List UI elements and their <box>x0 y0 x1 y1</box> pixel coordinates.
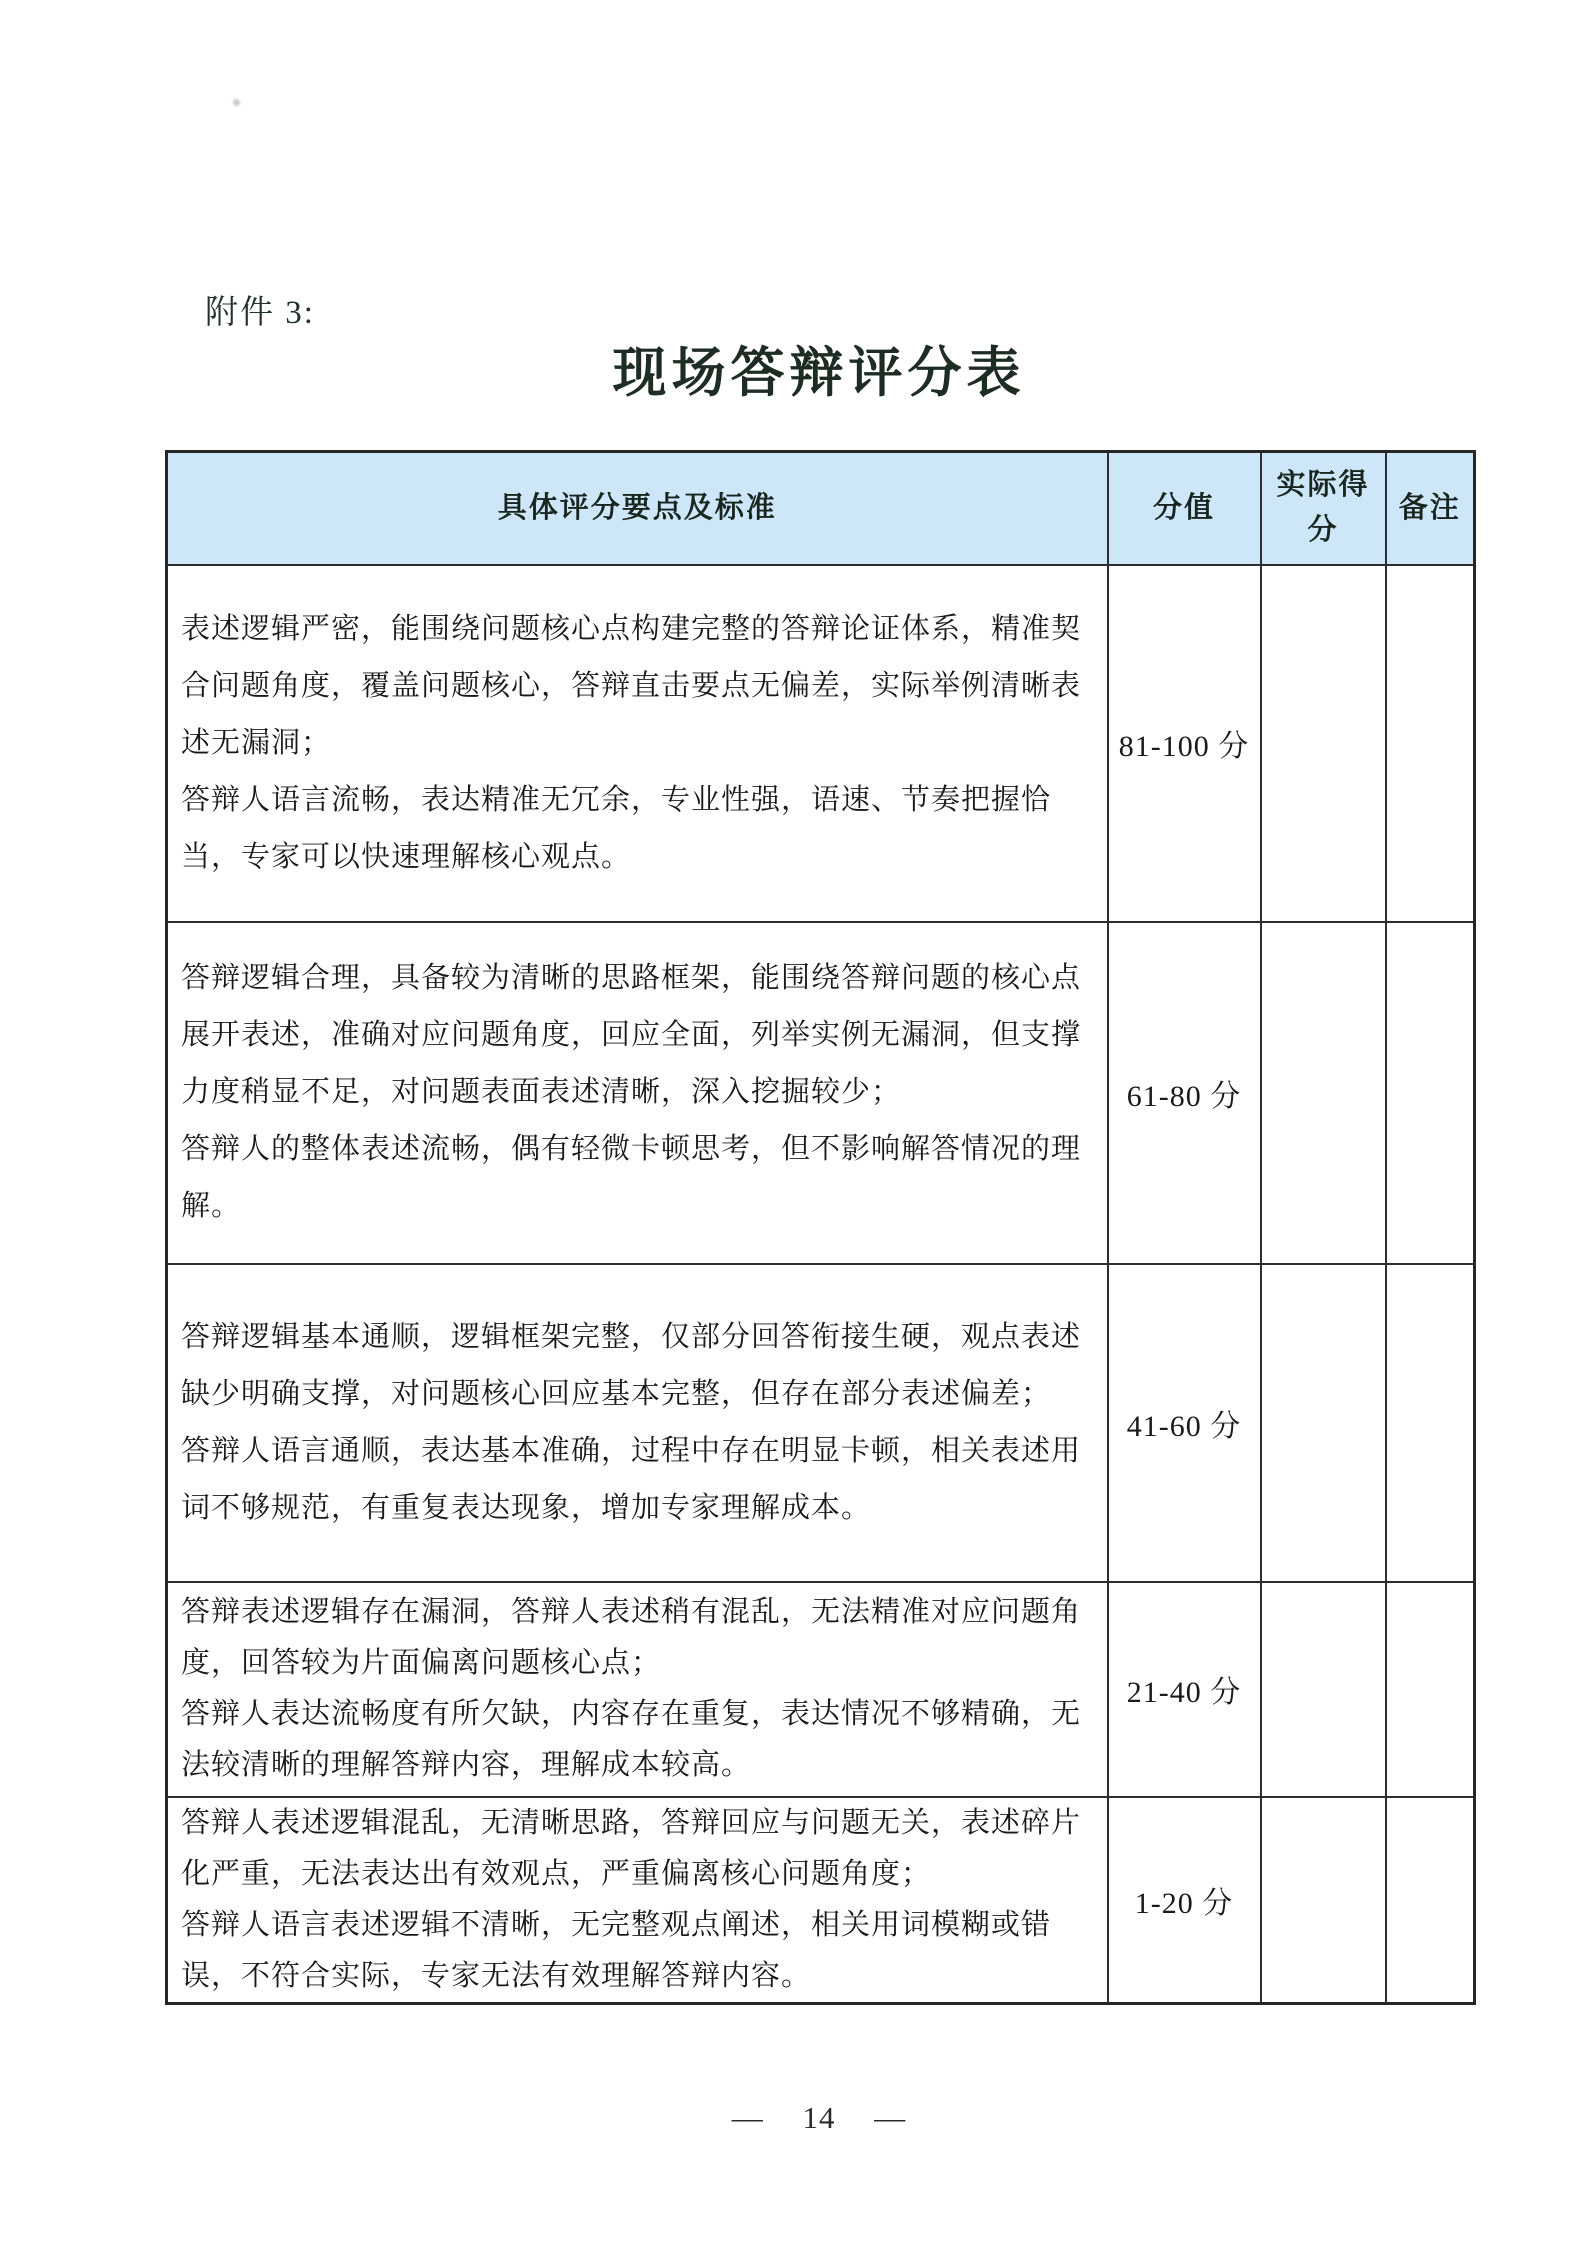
remarks-cell <box>1386 565 1475 922</box>
header-remarks: 备注 <box>1386 452 1475 565</box>
criteria-cell <box>167 922 1108 1264</box>
scoring-table <box>165 450 1476 2005</box>
actual-score-cell <box>1261 1264 1386 1582</box>
criteria-paragraph: 答辩人的整体表述流畅，偶有轻微卡顿思考，但不影响解答情况的理解。 <box>181 1133 1082 1222</box>
table-row <box>167 922 1475 1264</box>
criteria-paragraph: 答辩人语言表述逻辑不清晰，无完整观点阐述，相关用词模糊或错误，不符合实际，专家无法有效理解答辩内容。 <box>181 1908 1052 1992</box>
criteria-paragraph: 答辩表述逻辑存在漏洞，答辩人表述稍有混乱，无法精准对应问题角度，回答较为片面偏离问题核心点； <box>181 1596 1082 1679</box>
actual-score-cell <box>1261 1797 1386 2004</box>
scan-artifact-dot <box>233 99 240 106</box>
criteria-cell <box>167 1582 1108 1797</box>
remarks-cell <box>1386 922 1475 1264</box>
header-score-range: 分值 <box>1108 452 1261 565</box>
criteria-cell <box>167 1797 1108 2004</box>
criteria-paragraph: 答辩人表述逻辑混乱，无清晰思路，答辩回应与问题无关，表述碎片化严重，无法表达出有效观点，严重偏离核心问题角度； <box>181 1806 1082 1890</box>
table-row <box>167 1264 1475 1582</box>
criteria-paragraph: 答辩人表达流畅度有所欠缺，内容存在重复，表达情况不够精确，无法较清晰的理解答辩内容，理解成本较高。 <box>181 1698 1082 1781</box>
page-title: 现场答辩评分表 <box>612 343 1026 403</box>
table-row <box>167 1582 1475 1797</box>
score-range-cell: 61-80 分 <box>1108 922 1261 1264</box>
criteria-cell <box>167 565 1108 922</box>
remarks-cell <box>1386 1264 1475 1582</box>
score-range-cell: 81-100 分 <box>1108 565 1261 922</box>
actual-score-cell <box>1261 1582 1386 1797</box>
remarks-cell <box>1386 1797 1475 2004</box>
criteria-paragraph: 答辩逻辑合理，具备较为清晰的思路框架，能围绕答辩问题的核心点展开表述，准确对应问题角度，回应全面，列举实例无漏洞，但支撑力度稍显不足，对问题表面表述清晰，深入挖掘较少； <box>181 962 1082 1108</box>
criteria-paragraph: 表述逻辑严密，能围绕问题核心点构建完整的答辩论证体系，精准契合问题角度，覆盖问题核心，答辩直击要点无偏差，实际举例清晰表述无漏洞； <box>181 612 1082 759</box>
header-criteria: 具体评分要点及标准 <box>167 452 1108 565</box>
attachment-label: 附件 3: <box>205 295 315 331</box>
table-row <box>167 1797 1475 2004</box>
actual-score-cell <box>1261 922 1386 1264</box>
criteria-paragraph: 答辩人语言通顺，表达基本准确，过程中存在明显卡顿，相关表述用词不够规范，有重复表达现象，增加专家理解成本。 <box>181 1434 1082 1524</box>
actual-score-cell <box>1261 565 1386 922</box>
criteria-paragraph: 答辩人语言流畅，表达精准无冗余，专业性强，语速、节奏把握恰当，专家可以快速理解核心观点。 <box>181 783 1052 873</box>
score-range-cell: 41-60 分 <box>1108 1264 1261 1582</box>
remarks-cell <box>1386 1582 1475 1797</box>
score-range-cell: 21-40 分 <box>1108 1582 1261 1797</box>
criteria-paragraph: 答辩逻辑基本通顺，逻辑框架完整，仅部分回答衔接生硬，观点表述缺少明确支撑，对问题核心回应基本完整，但存在部分表述偏差； <box>181 1320 1082 1410</box>
page-number: — 14 — <box>731 2100 907 2135</box>
criteria-cell <box>167 1264 1108 1582</box>
table-header-row <box>167 452 1475 565</box>
table-row <box>167 565 1475 922</box>
header-actual-score: 实际得分 <box>1261 452 1386 565</box>
score-range-cell: 1-20 分 <box>1108 1797 1261 2004</box>
